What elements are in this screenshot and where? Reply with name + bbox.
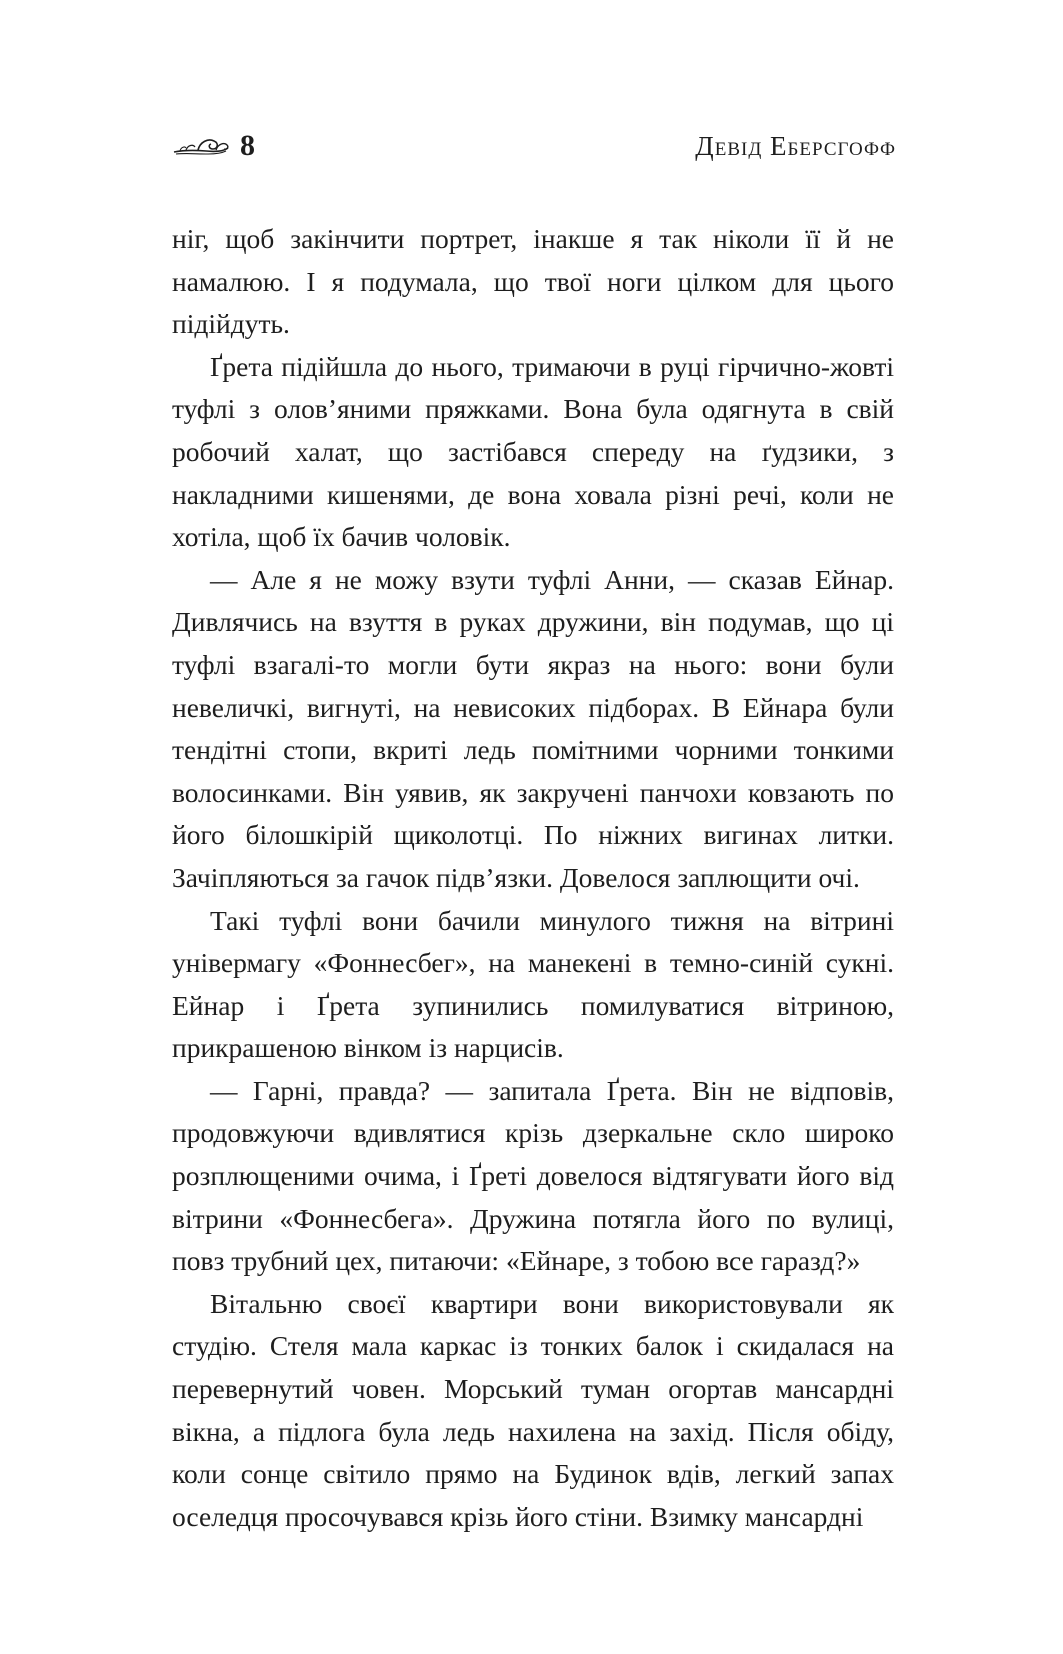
paragraph: Вітальню своєї квартири вони використовували як студію. Стеля мала каркас із тонких балок і скидалася на перевернутий човен. Морський туман огортав мансардні вікна, а підлога була ледь нахилена на захід. Після обіду, коли сонце світило прямо на Будинок вдів, легкий запах оселедця просочувався крізь його стіни. Взимку мансардні [172, 1287, 894, 1532]
page-number: 8 [240, 129, 255, 162]
running-head [172, 128, 896, 172]
paragraph: Ґрета підійшла до нього, тримаючи в руці гірчично-жовті туфлі з олов’яними пряжками. Вона була одягнута в свій робочий халат, що застібався спереду на ґудзики, з накладними кишенями, де вона ховала різні речі, коли не хотіла, щоб їх бачив чоловік. [172, 350, 894, 553]
paragraph: — Гарні, правда? — запитала Ґрета. Він не відповів, продовжуючи вдивлятися крізь дзеркальне скло широко розплющеними очима, і Ґреті довелося відтягувати його від вітрини «Фоннесбега». Дружина потягла його по вулиці, повз трубний цех, питаючи: «Ейнаре, з тобою все гаразд?» [172, 1074, 894, 1277]
paragraph: — Але я не можу взути туфлі Анни, — сказав Ейнар. Дивлячись на взуття в руках дружини, він подумав, що ці туфлі взагалі-то могли бути якраз на нього: вони були невеличкі, вигнуті, на невисоких підборах. В Ейнара були тендітні стопи, вкриті ледь помітними чорними тонкими волосинками. Він уявив, як закручені панчохи ковзають по його білошкірій щиколотці. По ніжних вигинах литки. Зачіпляються за гачок підв’язки. Довелося заплющити очі. [172, 563, 894, 893]
paragraph: Такі туфлі вони бачили минулого тижня на вітрині універмагу «Фоннесбег», на манекені в темно-синій сукні. Ейнар і Ґрета зупинились помилуватися вітриною, прикрашеною вінком із нарцисів. [172, 904, 894, 1064]
paragraph: ніг, щоб закінчити портрет, інакше я так ніколи її й не намалюю. І я подумала, що твої ноги цілком для цього підійдуть. [172, 223, 894, 340]
running-title: Девід Еберсгофф [695, 131, 896, 161]
floral-swash-icon [172, 134, 230, 158]
body-text [172, 218, 894, 1538]
